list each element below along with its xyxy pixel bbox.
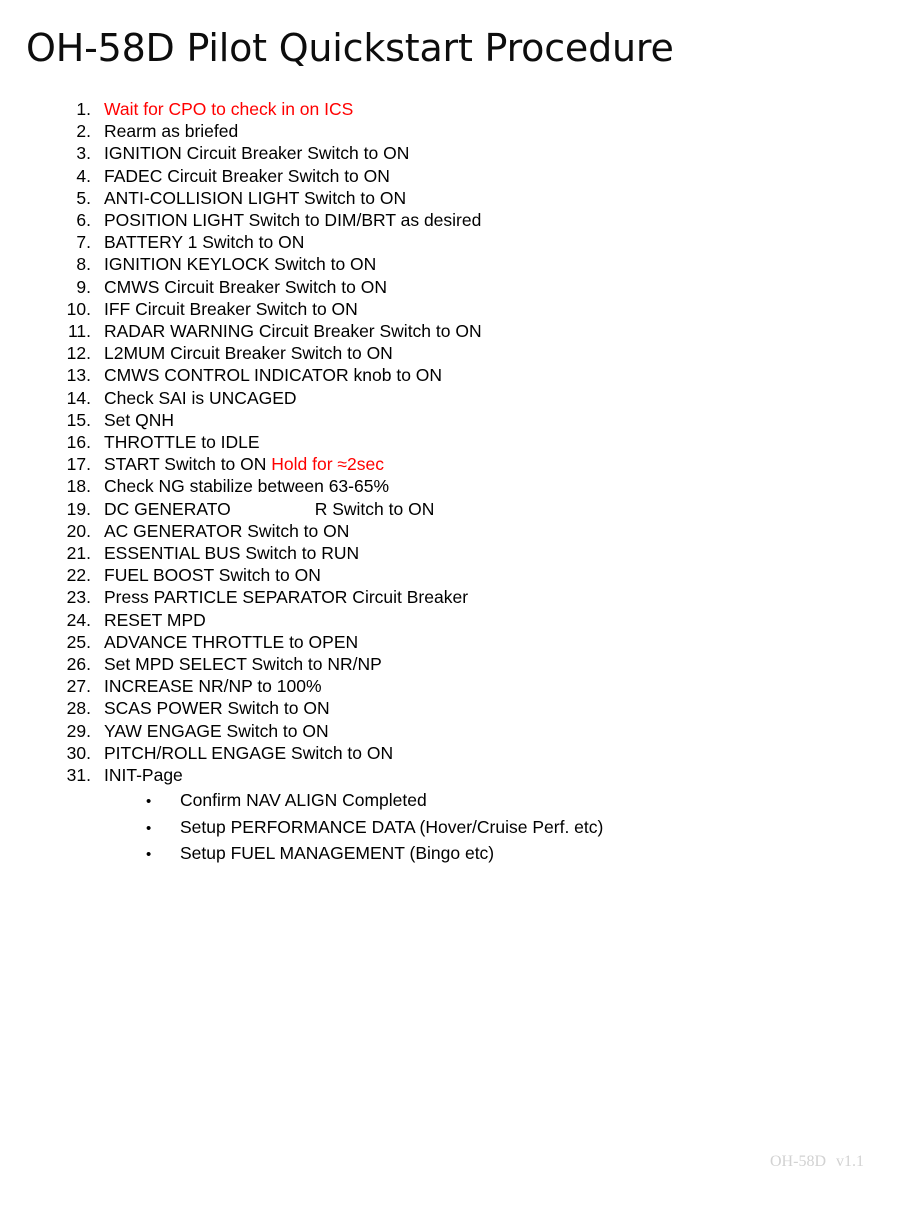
- step-number: 14.: [66, 387, 91, 408]
- step-text: [104, 453, 848, 475]
- step-text-main: RESET MPD: [104, 609, 206, 630]
- procedure-step: [58, 98, 848, 120]
- step-text-main: BATTERY 1 Switch to ON: [104, 232, 305, 253]
- page-footer: [770, 1153, 864, 1171]
- procedure-step: [58, 742, 848, 764]
- step-text: [104, 653, 848, 675]
- step-number: 20.: [66, 520, 91, 541]
- list-item: [146, 815, 848, 842]
- step-text-main: Wait for CPO to check in on ICS: [104, 99, 354, 119]
- step-number: 19.: [66, 498, 91, 519]
- procedure-step: [58, 653, 848, 675]
- list-item: [146, 788, 848, 815]
- procedure-step: [58, 364, 848, 386]
- step-text: [104, 564, 848, 586]
- procedure-step: [58, 409, 848, 431]
- step-number: 17.: [66, 454, 91, 475]
- step-number: 23.: [66, 587, 91, 608]
- step-text-main: Rearm as briefed: [104, 121, 239, 142]
- procedure-step: [58, 564, 848, 586]
- step-number: 12.: [66, 343, 91, 364]
- bullet-icon: •: [146, 819, 152, 837]
- procedure-step: [58, 342, 848, 364]
- list-item-label: Confirm NAV ALIGN Completed: [180, 790, 427, 811]
- step-number: 18.: [66, 476, 91, 497]
- step-text-main: ESSENTIAL BUS Switch to RUN: [104, 543, 360, 564]
- step-text-main: ADVANCE THROTTLE to OPEN: [104, 631, 359, 652]
- procedure-step: [58, 431, 848, 453]
- procedure-step: [58, 520, 848, 542]
- step-text: [104, 342, 848, 364]
- procedure-step: [58, 475, 848, 497]
- bullet-icon: •: [146, 846, 152, 864]
- procedure-step: [58, 631, 848, 653]
- step-text-main: CMWS CONTROL INDICATOR knob to ON: [104, 365, 443, 386]
- step-text-main: FADEC Circuit Breaker Switch to ON: [104, 165, 390, 186]
- step-text: [104, 631, 848, 653]
- procedure-step: [58, 542, 848, 564]
- step-number: 10.: [66, 298, 91, 319]
- step-text: [104, 431, 848, 453]
- step-text-main: Set MPD SELECT Switch to NR/NP: [104, 654, 382, 675]
- step-text: [104, 697, 848, 719]
- step-text-main: FUEL BOOST Switch to ON: [104, 565, 321, 586]
- step-text: [104, 764, 848, 786]
- step-text-main: RADAR WARNING Circuit Breaker Switch to ON: [104, 321, 482, 342]
- step-number: 13.: [66, 365, 91, 386]
- procedure-step: [58, 387, 848, 409]
- step-text: [104, 520, 848, 542]
- step-text-main: Check NG stabilize between 63-65%: [104, 476, 390, 497]
- step-number: 4.: [76, 165, 91, 186]
- procedure-step: [58, 320, 848, 342]
- step-text-main: SCAS POWER Switch to ON: [104, 698, 330, 719]
- step-text-main: INCREASE NR/NP to 100%: [104, 676, 322, 697]
- step-text-main: IGNITION KEYLOCK Switch to ON: [104, 254, 377, 275]
- step-text: [104, 120, 848, 142]
- step-number: 5.: [76, 187, 91, 208]
- procedure-step: [58, 764, 848, 786]
- step-number: 7.: [76, 232, 91, 253]
- step-text-main: PITCH/ROLL ENGAGE Switch to ON: [104, 742, 394, 763]
- step-number: 21.: [66, 543, 91, 564]
- step-text: [104, 387, 848, 409]
- init-page-sublist: [58, 788, 848, 868]
- step-number: 6.: [76, 210, 91, 231]
- step-text: [104, 231, 848, 253]
- step-text: [104, 742, 848, 764]
- step-number: 31.: [66, 765, 91, 786]
- step-number: 2.: [76, 121, 91, 142]
- step-text: [104, 187, 848, 209]
- step-text: [104, 542, 848, 564]
- procedure-step-list: [58, 98, 848, 868]
- step-text-main: INIT-Page: [104, 765, 183, 786]
- step-text-continued: R Switch to ON: [314, 498, 435, 519]
- procedure-step: [58, 697, 848, 719]
- step-number: 11.: [67, 321, 91, 342]
- step-number: 28.: [66, 698, 91, 719]
- procedure-step: [58, 165, 848, 187]
- step-text-main: AC GENERATOR Switch to ON: [104, 520, 350, 541]
- step-text: [104, 675, 848, 697]
- procedure-step: [58, 142, 848, 164]
- step-number: 9.: [76, 276, 91, 297]
- procedure-step: [58, 498, 848, 520]
- step-text: [104, 253, 848, 275]
- step-text-main: Press PARTICLE SEPARATOR Circuit Breaker: [104, 587, 469, 608]
- page-title: OH-58D Pilot Quickstart Procedure: [26, 26, 674, 70]
- procedure-step: [58, 120, 848, 142]
- procedure-step: [58, 187, 848, 209]
- step-number: 24.: [66, 609, 91, 630]
- step-text: [104, 409, 848, 431]
- step-text-main: DC GENERATO: [104, 498, 231, 519]
- list-item-label: Setup PERFORMANCE DATA (Hover/Cruise Perf. etc): [180, 816, 604, 837]
- step-text-main: CMWS Circuit Breaker Switch to ON: [104, 276, 387, 297]
- procedure-step: [58, 586, 848, 608]
- step-number: 3.: [76, 143, 91, 164]
- procedure-step: [58, 298, 848, 320]
- step-text: [104, 298, 848, 320]
- procedure-step: [58, 253, 848, 275]
- procedure-step: [58, 675, 848, 697]
- bullet-icon: •: [146, 793, 152, 811]
- step-number: 22.: [66, 565, 91, 586]
- footer-version-label: v1.1: [836, 1153, 864, 1170]
- step-text-main: ANTI-COLLISION LIGHT Switch to ON: [104, 187, 407, 208]
- step-text: [104, 209, 848, 231]
- step-number: 8.: [76, 254, 91, 275]
- procedure-step: [58, 276, 848, 298]
- step-text: [104, 609, 848, 631]
- step-number: 1.: [76, 99, 91, 119]
- list-item: [146, 841, 848, 868]
- step-text: [104, 586, 848, 608]
- step-number: 15.: [66, 409, 91, 430]
- step-number: 30.: [66, 742, 91, 763]
- step-text: [104, 320, 848, 342]
- step-number: 26.: [66, 654, 91, 675]
- step-text: [104, 364, 848, 386]
- step-number: 29.: [66, 720, 91, 741]
- step-text-main: POSITION LIGHT Switch to DIM/BRT as desired: [104, 210, 482, 231]
- procedure-step: [58, 720, 848, 742]
- step-text-main: START Switch to ON: [104, 454, 272, 475]
- step-text: [104, 165, 848, 187]
- procedure-step: [58, 609, 848, 631]
- step-text-main: IGNITION Circuit Breaker Switch to ON: [104, 143, 410, 164]
- footer-model-label: OH-58D: [770, 1153, 826, 1170]
- step-text: [104, 475, 848, 497]
- step-number: 16.: [66, 432, 91, 453]
- step-text-main: THROTTLE to IDLE: [104, 432, 260, 453]
- step-text: [104, 498, 848, 520]
- step-text-main: Check SAI is UNCAGED: [104, 387, 297, 408]
- procedure-step: [58, 209, 848, 231]
- step-number: 27.: [66, 676, 91, 697]
- step-number: 25.: [66, 631, 91, 652]
- step-text-main: Set QNH: [104, 409, 175, 430]
- procedure-step: [58, 231, 848, 253]
- step-text: [104, 276, 848, 298]
- step-text: [104, 98, 848, 120]
- step-text: [104, 720, 848, 742]
- list-item-label: Setup FUEL MANAGEMENT (Bingo etc): [180, 843, 495, 864]
- step-text: [104, 142, 848, 164]
- step-text-note: Hold for ≈2sec: [271, 454, 384, 475]
- step-text-main: L2MUM Circuit Breaker Switch to ON: [104, 343, 393, 364]
- procedure-step: [58, 453, 848, 475]
- step-text-main: IFF Circuit Breaker Switch to ON: [104, 298, 358, 319]
- step-text-main: YAW ENGAGE Switch to ON: [104, 720, 329, 741]
